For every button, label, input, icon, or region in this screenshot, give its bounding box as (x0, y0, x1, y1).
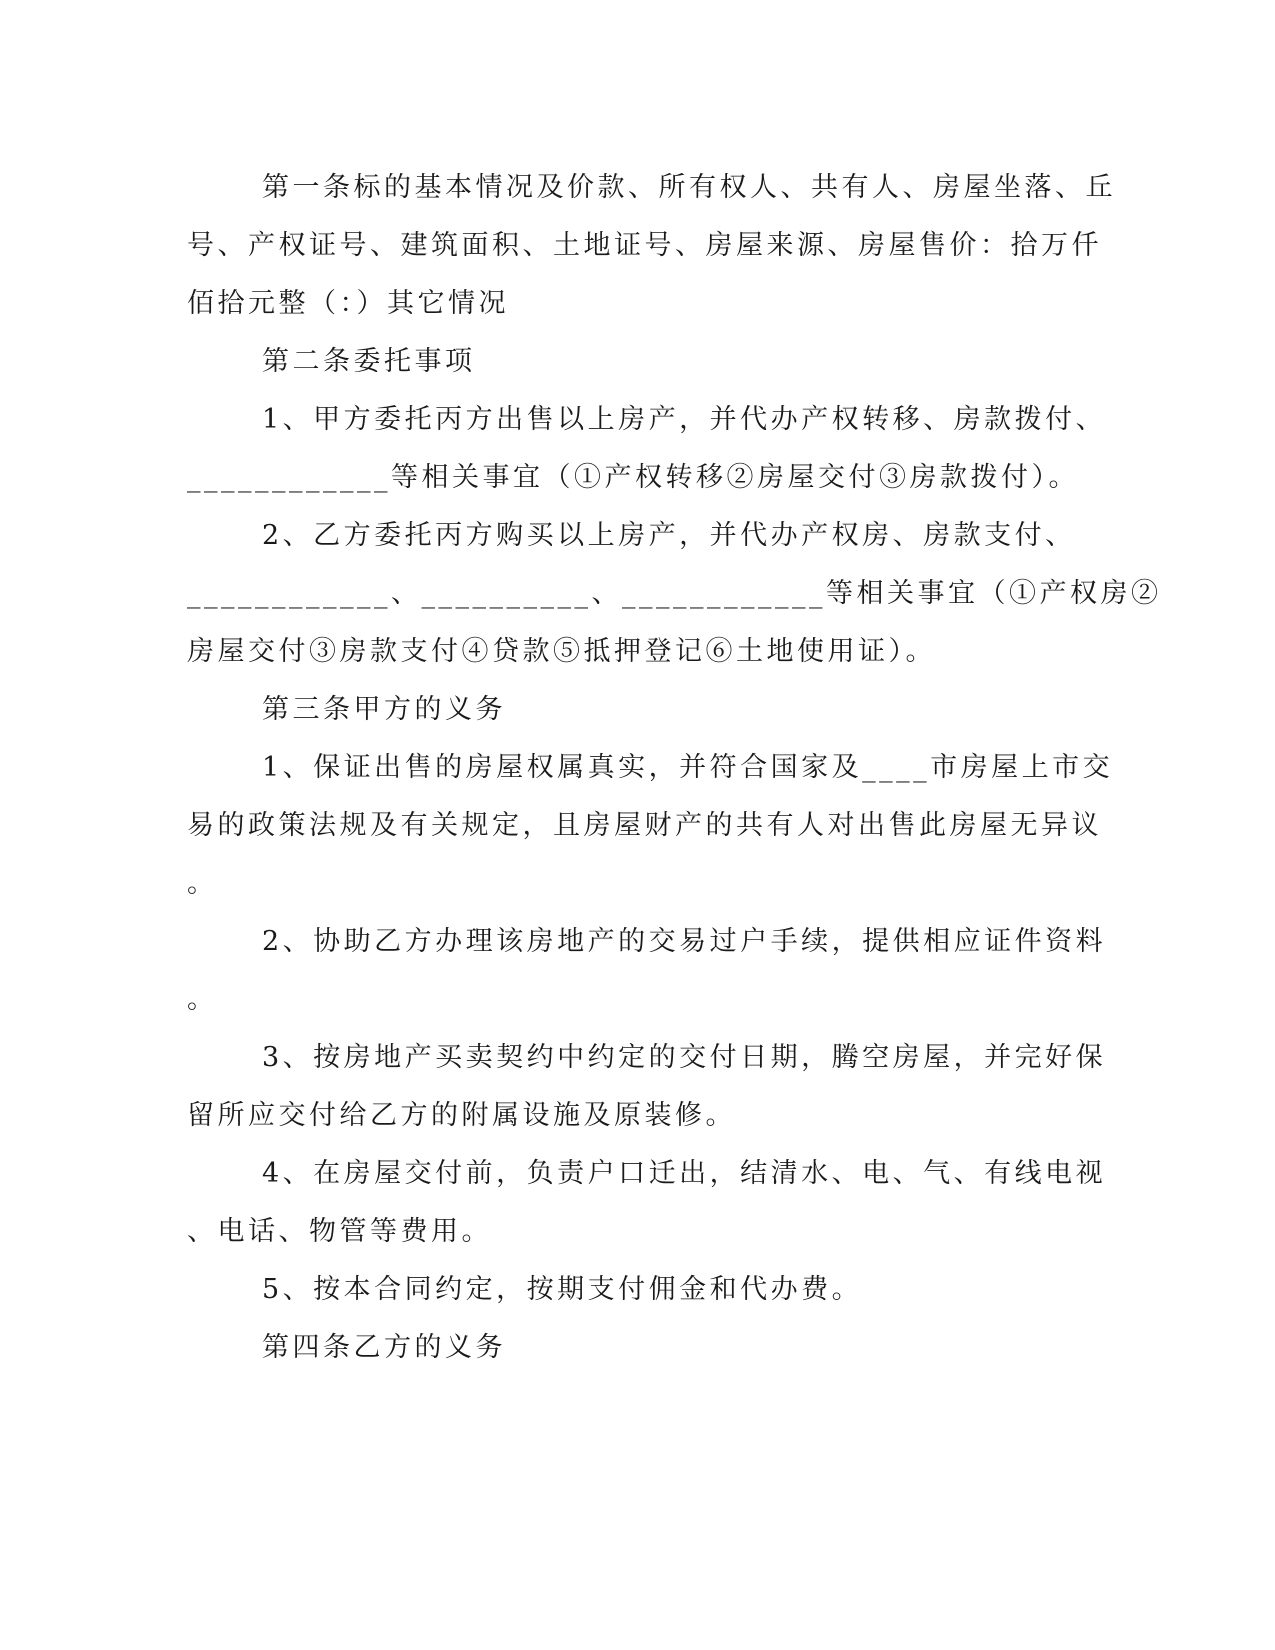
article-1-line-3: 佰拾元整（：）其它情况 (187, 288, 509, 319)
article-3-heading: 第三条甲方的义务 (262, 694, 506, 725)
article-3-item-1-line-3: 。 (187, 868, 218, 899)
article-4-heading: 第四条乙方的义务 (262, 1332, 506, 1363)
article-3-item-1-line-2: 易的政策法规及有关规定，且房屋财产的共有人对出售此房屋无异议 (187, 810, 1102, 841)
article-3-item-2-line-1: 2、协助乙方办理该房地产的交易过户手续，提供相应证件资料 (262, 926, 1107, 957)
article-2-heading: 第二条委托事项 (262, 346, 476, 377)
article-3-item-3-line-2: 留所应交付给乙方的附属设施及原装修。 (187, 1100, 736, 1131)
article-2-item-2-line-2: ____________、__________、____________等相关事宜（①产权房② (187, 578, 1162, 609)
article-3-item-3-line-1: 3、按房地产买卖契约中约定的交付日期，腾空房屋，并完好保 (262, 1042, 1107, 1073)
article-3-item-2-line-2: 。 (187, 984, 218, 1015)
article-2-item-1-line-1: 1、甲方委托丙方出售以上房产，并代办产权转移、房款拨付、 (262, 404, 1107, 435)
article-3-item-4-line-1: 4、在房屋交付前，负责户口迁出，结清水、电、气、有线电视 (262, 1158, 1107, 1189)
article-3-item-1-line-1: 1、保证出售的房屋权属真实，并符合国家及____市房屋上市交 (262, 752, 1114, 783)
article-3-item-4-line-2: 、电话、物管等费用。 (187, 1216, 492, 1247)
article-1-line-1: 第一条标的基本情况及价款、所有权人、共有人、房屋坐落、丘 (262, 172, 1116, 203)
article-2-item-2-line-3: 房屋交付③房款支付④贷款⑤抵押登记⑥土地使用证）。 (187, 636, 936, 667)
article-1-line-2: 号、产权证号、建筑面积、土地证号、房屋来源、房屋售价：拾万仟 (187, 230, 1102, 261)
article-2-item-1-line-2: ____________等相关事宜（①产权转移②房屋交付③房款拨付）。 (187, 462, 1079, 493)
article-2-item-2-line-1: 2、乙方委托丙方购买以上房产，并代办产权房、房款支付、 (262, 520, 1076, 551)
article-3-item-5-line-1: 5、按本合同约定，按期支付佣金和代办费。 (262, 1274, 863, 1305)
